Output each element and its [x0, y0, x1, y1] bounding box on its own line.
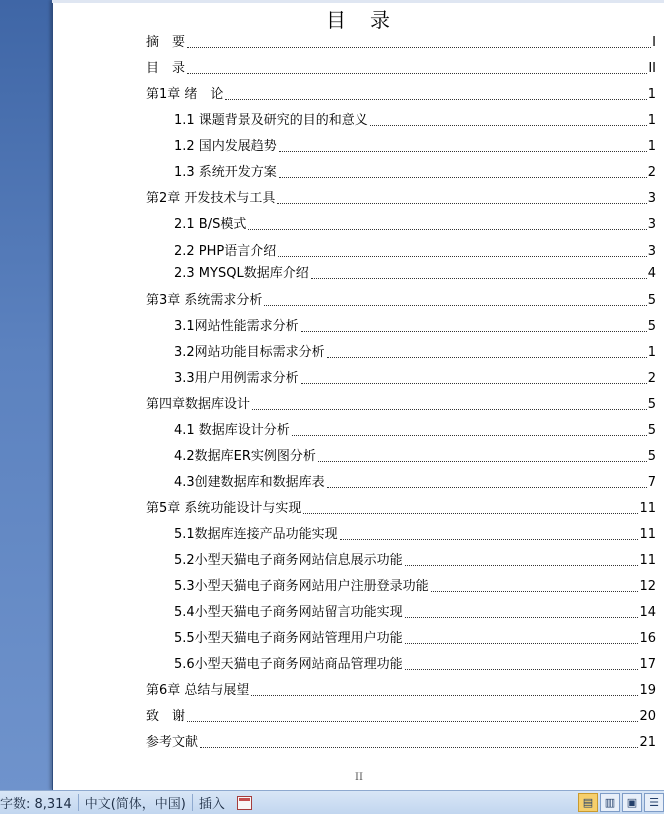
- toc-leader: [303, 513, 638, 514]
- toc-leader: [327, 357, 647, 358]
- toc-entry-page: 12: [639, 579, 656, 594]
- toc-entry-page: 1: [647, 113, 656, 128]
- toc-entry[interactable]: [174, 138, 656, 156]
- toc-entry-label: 3.2网站功能目标需求分析: [174, 345, 325, 360]
- insert-mode-indicator[interactable]: 插入: [198, 797, 225, 812]
- toc-leader: [251, 695, 638, 696]
- toc-entry-label: 4.2数据库ER实例图分析: [174, 449, 316, 464]
- toc-entry-page: 11: [639, 501, 656, 516]
- outline-view-button[interactable]: [644, 793, 664, 812]
- toc-entry[interactable]: [146, 500, 656, 518]
- toc-entry-page: I: [652, 35, 656, 50]
- toc-entry-page: 5: [647, 293, 656, 308]
- toc-entry-page: 19: [639, 683, 656, 698]
- toc-leader: [187, 721, 638, 722]
- toc-entry[interactable]: [146, 190, 656, 208]
- toc-entry-page: 20: [639, 709, 656, 724]
- workspace-background: [0, 0, 52, 790]
- toc-entry-page: 14: [639, 605, 656, 620]
- print-layout-view-button[interactable]: [578, 793, 598, 812]
- toc-entry-page: 3: [647, 217, 656, 232]
- toc-entry-label: 3.3用户用例需求分析: [174, 371, 299, 386]
- toc-entry-label: 2.2 PHP语言介绍: [174, 244, 277, 259]
- toc-entry-label: 目 录: [146, 61, 186, 76]
- toc-entry-page: 5: [647, 449, 656, 464]
- toc-entry-label: 2.3 MYSQL数据库介绍: [174, 266, 309, 281]
- toc-entry-page: II: [648, 61, 656, 76]
- toc-entry[interactable]: [174, 370, 656, 388]
- toc-leader: [264, 305, 646, 306]
- toc-entry-label: 1.3 系统开发方案: [174, 165, 277, 180]
- toc-leader: [311, 278, 647, 279]
- toc-entry-label: 第2章 开发技术与工具: [146, 191, 276, 206]
- toc-entry-label: 第四章数据库设计: [146, 397, 251, 412]
- toc-entry-page: 1: [647, 139, 656, 154]
- toc-entry-page: 1: [647, 345, 656, 360]
- toc-entry[interactable]: [146, 682, 656, 700]
- toc-entry[interactable]: [146, 34, 656, 52]
- toc-entry-label: 致 谢: [146, 709, 186, 724]
- toc-entry[interactable]: [174, 318, 656, 336]
- view-buttons: [576, 791, 664, 814]
- toc-entry-label: 第5章 系统功能设计与实现: [146, 501, 302, 516]
- reading-view-icon: ▥: [604, 796, 616, 809]
- toc-entry[interactable]: [146, 396, 656, 414]
- toc-entry-page: 5: [647, 319, 656, 334]
- toc-title: 目 录: [326, 8, 392, 32]
- toc-entry-label: 5.6小型天猫电子商务网站商品管理功能: [174, 657, 403, 672]
- toc-leader: [405, 643, 639, 644]
- web-layout-view-button[interactable]: [622, 793, 642, 812]
- toc-entry[interactable]: [146, 60, 656, 78]
- toc-entry-label: 1.1 课题背景及研究的目的和意义: [174, 113, 368, 128]
- toc-entry[interactable]: [146, 708, 656, 726]
- toc-entry-page: 17: [639, 657, 656, 672]
- toc-leader: [405, 669, 639, 670]
- toc-entry-label: 5.3小型天猫电子商务网站用户注册登录功能: [174, 579, 429, 594]
- toc-entry-label: 3.1网站性能需求分析: [174, 319, 299, 334]
- toc-entry-label: 摘 要: [146, 35, 186, 50]
- toc-entry-page: 2: [647, 165, 656, 180]
- toc-entry[interactable]: [174, 552, 656, 570]
- toc-entry-page: 5: [647, 397, 656, 412]
- print-layout-icon: ▤: [582, 796, 594, 809]
- toc-entry[interactable]: [174, 448, 656, 466]
- toc-entry-page: 3: [647, 244, 656, 259]
- toc-entry-label: 参考文献: [146, 735, 199, 750]
- language-indicator[interactable]: 中文(简体，中国): [84, 797, 186, 812]
- toc-entry-label: 第3章 系统需求分析: [146, 293, 263, 308]
- toc-entry-page: 2: [647, 371, 656, 386]
- toc-entry[interactable]: [174, 265, 656, 283]
- toc-entry-page: 16: [639, 631, 656, 646]
- toc-entry[interactable]: [174, 578, 656, 596]
- toc-leader: [278, 256, 646, 257]
- toc-leader: [277, 203, 646, 204]
- toc-entry[interactable]: [174, 243, 656, 261]
- toc-entry-page: 4: [647, 266, 656, 281]
- toc-entry[interactable]: [174, 604, 656, 622]
- macro-record-icon: [237, 796, 252, 810]
- toc-entry-label: 第1章 绪 论: [146, 87, 224, 102]
- toc-entry[interactable]: [174, 164, 656, 182]
- full-screen-reading-button[interactable]: [600, 793, 620, 812]
- toc-entry[interactable]: [146, 292, 656, 310]
- page-top-edge: [52, 0, 664, 3]
- toc-leader: [405, 565, 639, 566]
- toc-entry-label: 4.3创建数据库和数据库表: [174, 475, 325, 490]
- toc-entry[interactable]: [146, 86, 656, 104]
- toc-leader: [252, 409, 647, 410]
- toc-entry[interactable]: [174, 474, 656, 492]
- toc-leader: [187, 47, 651, 48]
- macro-recording-button[interactable]: [231, 791, 258, 814]
- web-layout-icon: ▣: [626, 796, 638, 809]
- toc-entry[interactable]: [174, 112, 656, 130]
- toc-entry[interactable]: [174, 216, 656, 234]
- toc-leader: [200, 747, 638, 748]
- toc-entry-label: 第6章 总结与展望: [146, 683, 250, 698]
- toc-leader: [370, 125, 647, 126]
- toc-leader: [225, 99, 646, 100]
- toc-entry[interactable]: [174, 344, 656, 362]
- toc-entry-page: 21: [639, 735, 656, 750]
- toc-entry-page: 1: [647, 87, 656, 102]
- toc-entry-label: 5.5小型天猫电子商务网站管理用户功能: [174, 631, 403, 646]
- toc-entry[interactable]: [174, 526, 656, 544]
- toc-leader: [327, 487, 647, 488]
- toc-leader: [301, 331, 647, 332]
- status-bar: [0, 790, 664, 814]
- toc-entry[interactable]: [174, 656, 656, 674]
- toc-leader: [187, 73, 647, 74]
- toc-entry-label: 5.4小型天猫电子商务网站留言功能实现: [174, 605, 403, 620]
- toc-leader: [292, 435, 647, 436]
- toc-entry-label: 5.1数据库连接产品功能实现: [174, 527, 338, 542]
- toc-entry[interactable]: [174, 630, 656, 648]
- toc-leader: [318, 461, 647, 462]
- toc-entry-label: 4.1 数据库设计分析: [174, 423, 290, 438]
- toc-leader: [431, 591, 639, 592]
- toc-leader: [248, 229, 646, 230]
- toc-entry-page: 11: [639, 553, 656, 568]
- toc-leader: [340, 539, 639, 540]
- toc-leader: [405, 617, 639, 618]
- toc-entry-page: 3: [647, 191, 656, 206]
- page-footer-number: II: [355, 772, 363, 783]
- toc-leader: [301, 383, 647, 384]
- toc-entry[interactable]: [146, 734, 656, 752]
- document-page[interactable]: [52, 0, 664, 790]
- toc-leader: [279, 177, 647, 178]
- toc-leader: [279, 151, 647, 152]
- word-count[interactable]: 字数: 8,314: [0, 797, 72, 812]
- toc-entry[interactable]: [174, 422, 656, 440]
- toc-entry-label: 5.2小型天猫电子商务网站信息展示功能: [174, 553, 403, 568]
- toc-entry-page: 7: [647, 475, 656, 490]
- toc-entry-label: 1.2 国内发展趋势: [174, 139, 277, 154]
- toc-entry-page: 11: [639, 527, 656, 542]
- toc-entry-page: 5: [647, 423, 656, 438]
- outline-icon: ☰: [649, 796, 659, 809]
- toc-entry-label: 2.1 B/S模式: [174, 217, 247, 232]
